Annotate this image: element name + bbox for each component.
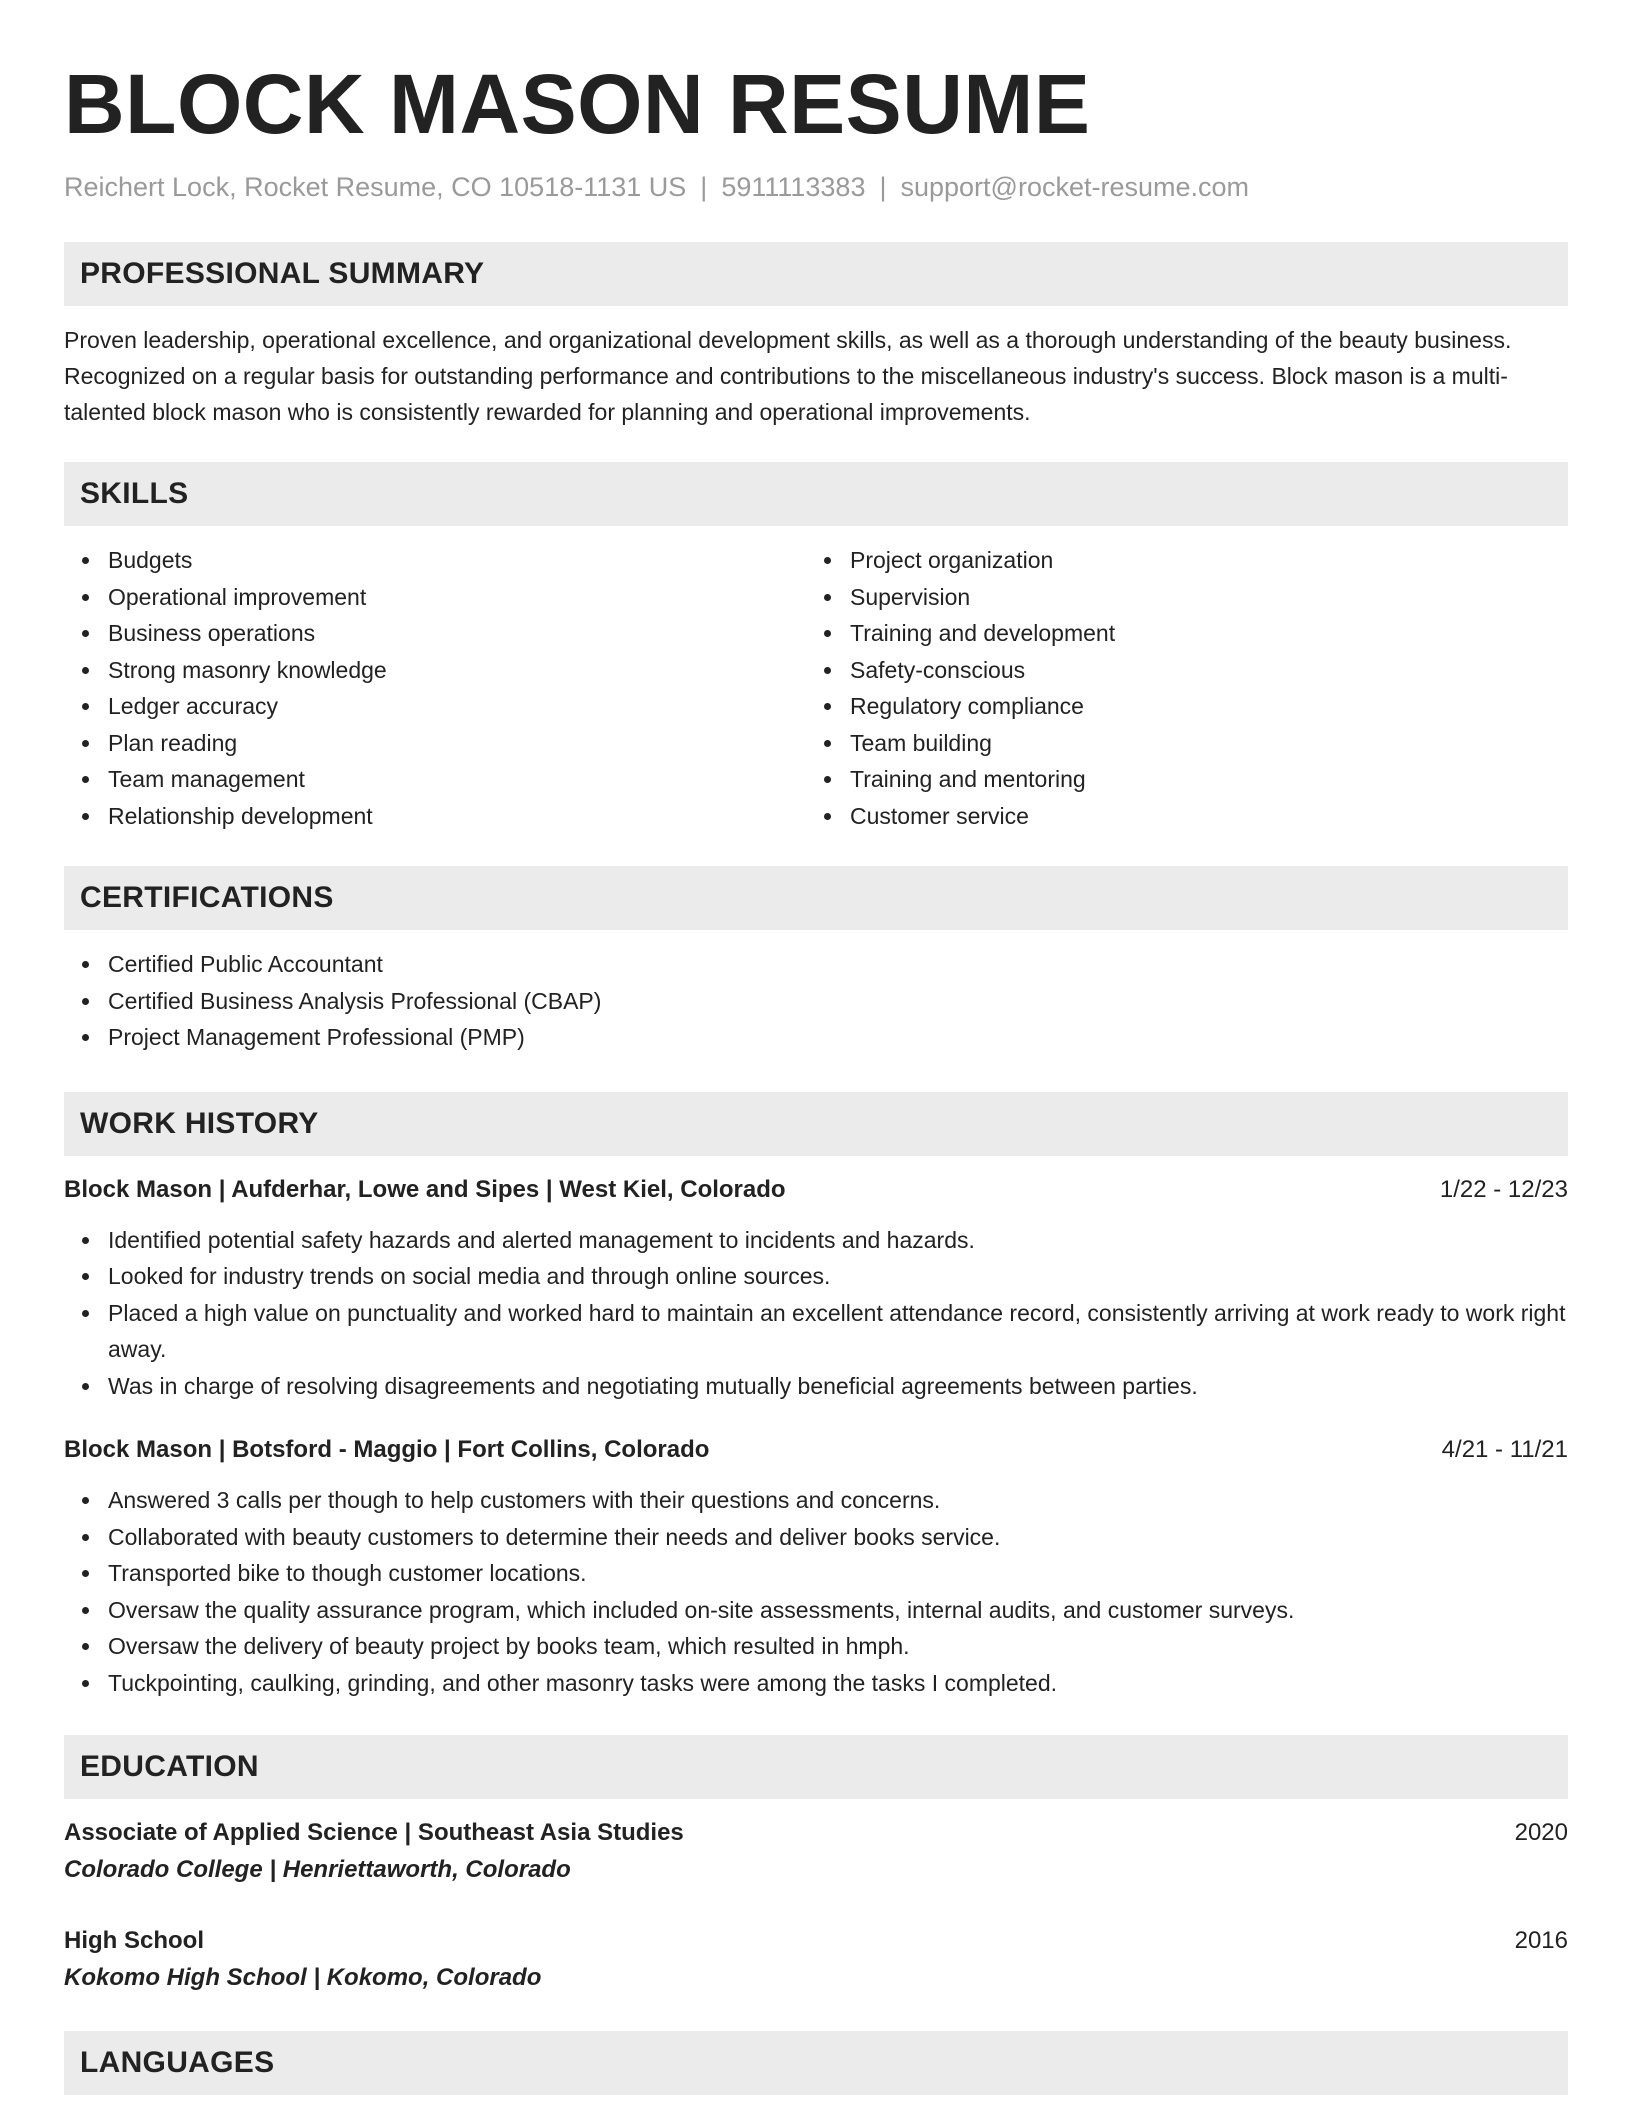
education-school: Kokomo High School | Kokomo, Colorado: [64, 1964, 542, 1991]
education-degree: Associate of Applied Science | Southeast Asia Studies: [64, 1819, 684, 1846]
job-header: [64, 1432, 1568, 1468]
skill-item: Team building: [850, 725, 1548, 762]
summary-text: Proven leadership, operational excellence, and organizational development skills, as well as a thorough understanding of the beauty business. Recognized on a regular basis for outstanding performance and contributions to the miscellaneous industry's success. Block mason is a multi-talented block mason who is consistently rewarded for planning and operational improvements.: [64, 327, 1512, 425]
education-year: 2020: [1514, 1819, 1568, 1846]
job-bullets: [64, 1482, 1568, 1701]
job-bullet: Oversaw the delivery of beauty project by books team, which resulted in hmph.: [108, 1628, 1568, 1665]
resume-page: [64, 58, 1568, 2095]
skills-column-left: [64, 542, 806, 834]
skill-item: Safety-conscious: [850, 652, 1548, 689]
contact-email[interactable]: support@rocket-resume.com: [900, 172, 1250, 202]
skill-item: Budgets: [108, 542, 806, 579]
skill-item: Training and development: [850, 615, 1548, 652]
education-entry: [64, 1923, 1568, 1997]
contact-separator: |: [700, 172, 708, 202]
job-entry: [64, 1432, 1568, 1701]
section-header-education: EDUCATION: [64, 1735, 1568, 1799]
resume-title: BLOCK MASON RESUME: [64, 57, 1091, 151]
job-entry: [64, 1172, 1568, 1405]
certifications-list: [64, 946, 1568, 1056]
certification-item: Certified Business Analysis Professional (CBAP): [108, 983, 1568, 1020]
education-header: [64, 1923, 1568, 1959]
skill-item: Relationship development: [108, 798, 806, 835]
skill-item: Strong masonry knowledge: [108, 652, 806, 689]
contact-phone: 5911113383: [721, 172, 866, 202]
skill-item: Plan reading: [108, 725, 806, 762]
education-year: 2016: [1514, 1927, 1568, 1954]
skills-column-right: [806, 542, 1548, 834]
contact-address: Reichert Lock, Rocket Resume, CO 10518-1131 US: [64, 172, 687, 202]
education-entry: [64, 1815, 1568, 1889]
certification-item: Certified Public Accountant: [108, 946, 1568, 983]
skill-item: Ledger accuracy: [108, 688, 806, 725]
job-bullet: Was in charge of resolving disagreements and negotiating mutually beneficial agreements between parties.: [108, 1368, 1568, 1405]
certification-item: Project Management Professional (PMP): [108, 1019, 1568, 1056]
job-bullet: Identified potential safety hazards and alerted management to incidents and hazards.: [108, 1222, 1568, 1259]
section-header-summary: PROFESSIONAL SUMMARY: [64, 242, 1568, 306]
education-school: Colorado College | Henriettaworth, Colorado: [64, 1856, 571, 1883]
job-title: Block Mason | Aufderhar, Lowe and Sipes | West Kiel, Colorado: [64, 1175, 786, 1203]
skill-item: Regulatory compliance: [850, 688, 1548, 725]
job-bullet: Oversaw the quality assurance program, which included on-site assessments, internal audits, and customer surveys.: [108, 1592, 1568, 1629]
contact-separator: |: [879, 172, 887, 202]
job-bullet: Answered 3 calls per though to help customers with their questions and concerns.: [108, 1482, 1568, 1519]
skill-item: Project organization: [850, 542, 1548, 579]
job-title: Block Mason | Botsford - Maggio | Fort Collins, Colorado: [64, 1436, 710, 1463]
skill-item: Training and mentoring: [850, 761, 1548, 798]
skill-item: Customer service: [850, 798, 1548, 835]
job-header: [64, 1172, 1568, 1208]
job-bullets: [64, 1222, 1568, 1405]
section-header-languages: LANGUAGES: [64, 2031, 1568, 2095]
job-dates: 1/22 - 12/23: [1439, 1175, 1568, 1203]
section-header-skills: SKILLS: [64, 462, 1568, 526]
skill-item: Operational improvement: [108, 579, 806, 616]
skill-item: Business operations: [108, 615, 806, 652]
job-bullet: Transported bike to though customer locations.: [108, 1555, 1568, 1592]
skills-grid: [64, 542, 1568, 834]
job-bullet: Looked for industry trends on social media and through online sources.: [108, 1258, 1568, 1295]
education-header: [64, 1815, 1568, 1851]
contact-line: [64, 170, 1568, 204]
job-bullet: Tuckpointing, caulking, grinding, and other masonry tasks were among the tasks I completed.: [108, 1665, 1568, 1702]
skill-item: Supervision: [850, 579, 1548, 616]
job-bullet: Placed a high value on punctuality and worked hard to maintain an excellent attendance record, consistently arriving at work ready to work right away.: [108, 1295, 1568, 1368]
section-header-certifications: CERTIFICATIONS: [64, 866, 1568, 930]
skill-item: Team management: [108, 761, 806, 798]
job-bullet: Collaborated with beauty customers to determine their needs and deliver books service.: [108, 1519, 1568, 1556]
job-dates: 4/21 - 11/21: [1441, 1436, 1568, 1463]
section-header-work-history: WORK HISTORY: [64, 1092, 1568, 1156]
education-degree: High School: [64, 1927, 204, 1954]
